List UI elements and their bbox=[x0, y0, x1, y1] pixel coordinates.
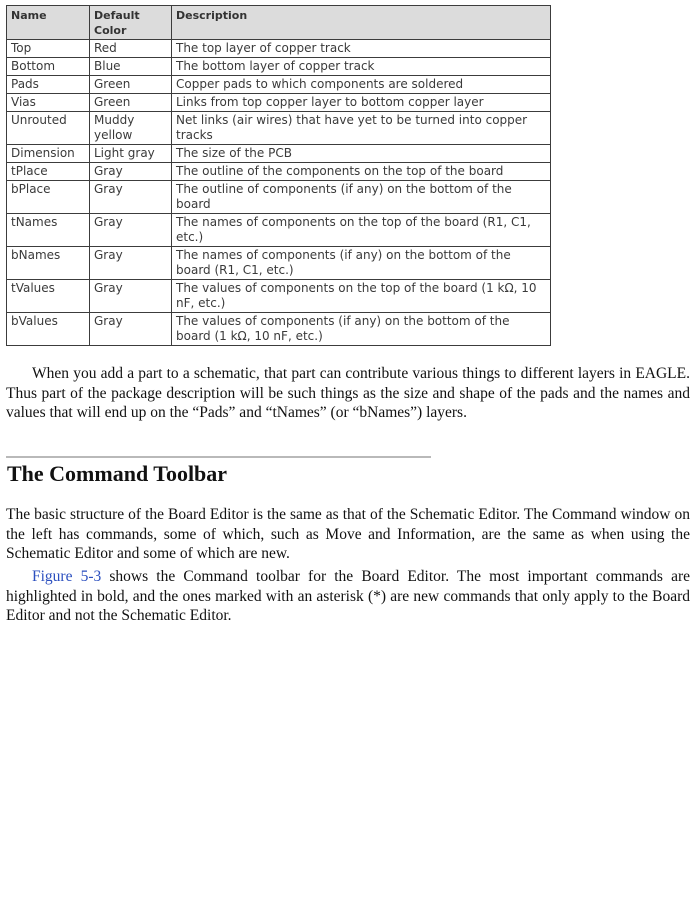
table-row bbox=[7, 163, 551, 181]
cell-default-color: Gray bbox=[90, 313, 172, 346]
layers-table bbox=[6, 5, 551, 346]
table-row bbox=[7, 214, 551, 247]
cell-name: bValues bbox=[7, 313, 90, 346]
header-default-color: Default Color bbox=[90, 6, 172, 40]
table-body bbox=[7, 40, 551, 346]
paragraph-layers: When you add a part to a schematic, that part can contribute various things to different layers in EAGLE. Thus part of the package description will be such things as the size and shape of the pads and the names and values that will end up on the “Pads” and “tNames” (or “bNames”) layers. bbox=[6, 365, 690, 421]
cell-description: Copper pads to which components are soldered bbox=[172, 76, 551, 94]
cell-default-color: Gray bbox=[90, 181, 172, 214]
cell-default-color: Muddy yellow bbox=[90, 112, 172, 145]
cell-description: The values of components on the top of the board (1 kΩ, 10 nF, etc.) bbox=[172, 280, 551, 313]
cell-default-color: Gray bbox=[90, 280, 172, 313]
cell-description: The values of components (if any) on the bottom of the board (1 kΩ, 10 nF, etc.) bbox=[172, 313, 551, 346]
cell-description: Links from top copper layer to bottom copper layer bbox=[172, 94, 551, 112]
cell-default-color: Green bbox=[90, 94, 172, 112]
section-divider bbox=[6, 456, 431, 458]
table-row bbox=[7, 247, 551, 280]
table-row bbox=[7, 112, 551, 145]
cell-name: bNames bbox=[7, 247, 90, 280]
header-description: Description bbox=[172, 6, 551, 40]
cell-description: The names of components on the top of the board (R1, C1, etc.) bbox=[172, 214, 551, 247]
paragraph-figure-ref bbox=[6, 567, 690, 626]
cell-description: Net links (air wires) that have yet to be turned into copper tracks bbox=[172, 112, 551, 145]
cell-default-color: Gray bbox=[90, 247, 172, 280]
cell-default-color: Red bbox=[90, 40, 172, 58]
cell-name: Dimension bbox=[7, 145, 90, 163]
table-row bbox=[7, 76, 551, 94]
paragraph-figure-text: shows the Command toolbar for the Board Editor. The most important commands are highlighted in bold, and the ones marked with an asterisk (*) are new commands that only apply to the Board Editor and not the Schematic Editor. bbox=[6, 568, 690, 624]
section-heading: The Command Toolbar bbox=[7, 461, 228, 486]
table-row bbox=[7, 313, 551, 346]
table-row bbox=[7, 181, 551, 214]
cell-description: The size of the PCB bbox=[172, 145, 551, 163]
cell-name: tPlace bbox=[7, 163, 90, 181]
figure-link[interactable]: Figure 5-3 bbox=[32, 568, 102, 585]
cell-default-color: Light gray bbox=[90, 145, 172, 163]
cell-description: The outline of components (if any) on the bottom of the board bbox=[172, 181, 551, 214]
header-name: Name bbox=[7, 6, 90, 40]
cell-name: Vias bbox=[7, 94, 90, 112]
table-row bbox=[7, 280, 551, 313]
table-row bbox=[7, 94, 551, 112]
paragraph-board-editor: The basic structure of the Board Editor is the same as that of the Schematic Editor. The Command window on the left has commands, some of which, such as Move and Information, are the same as when using the Schematic Editor and some of which are new. bbox=[6, 506, 690, 562]
cell-name: bPlace bbox=[7, 181, 90, 214]
table-row bbox=[7, 40, 551, 58]
cell-description: The bottom layer of copper track bbox=[172, 58, 551, 76]
cell-description: The names of components (if any) on the bottom of the board (R1, C1, etc.) bbox=[172, 247, 551, 280]
cell-name: tNames bbox=[7, 214, 90, 247]
cell-name: Pads bbox=[7, 76, 90, 94]
table-header-row bbox=[7, 6, 551, 40]
cell-name: Unrouted bbox=[7, 112, 90, 145]
cell-description: The outline of the components on the top of the board bbox=[172, 163, 551, 181]
cell-name: Bottom bbox=[7, 58, 90, 76]
cell-default-color: Blue bbox=[90, 58, 172, 76]
cell-default-color: Green bbox=[90, 76, 172, 94]
cell-default-color: Gray bbox=[90, 163, 172, 181]
cell-default-color: Gray bbox=[90, 214, 172, 247]
table-row bbox=[7, 145, 551, 163]
cell-name: Top bbox=[7, 40, 90, 58]
cell-name: tValues bbox=[7, 280, 90, 313]
table-row bbox=[7, 58, 551, 76]
cell-description: The top layer of copper track bbox=[172, 40, 551, 58]
